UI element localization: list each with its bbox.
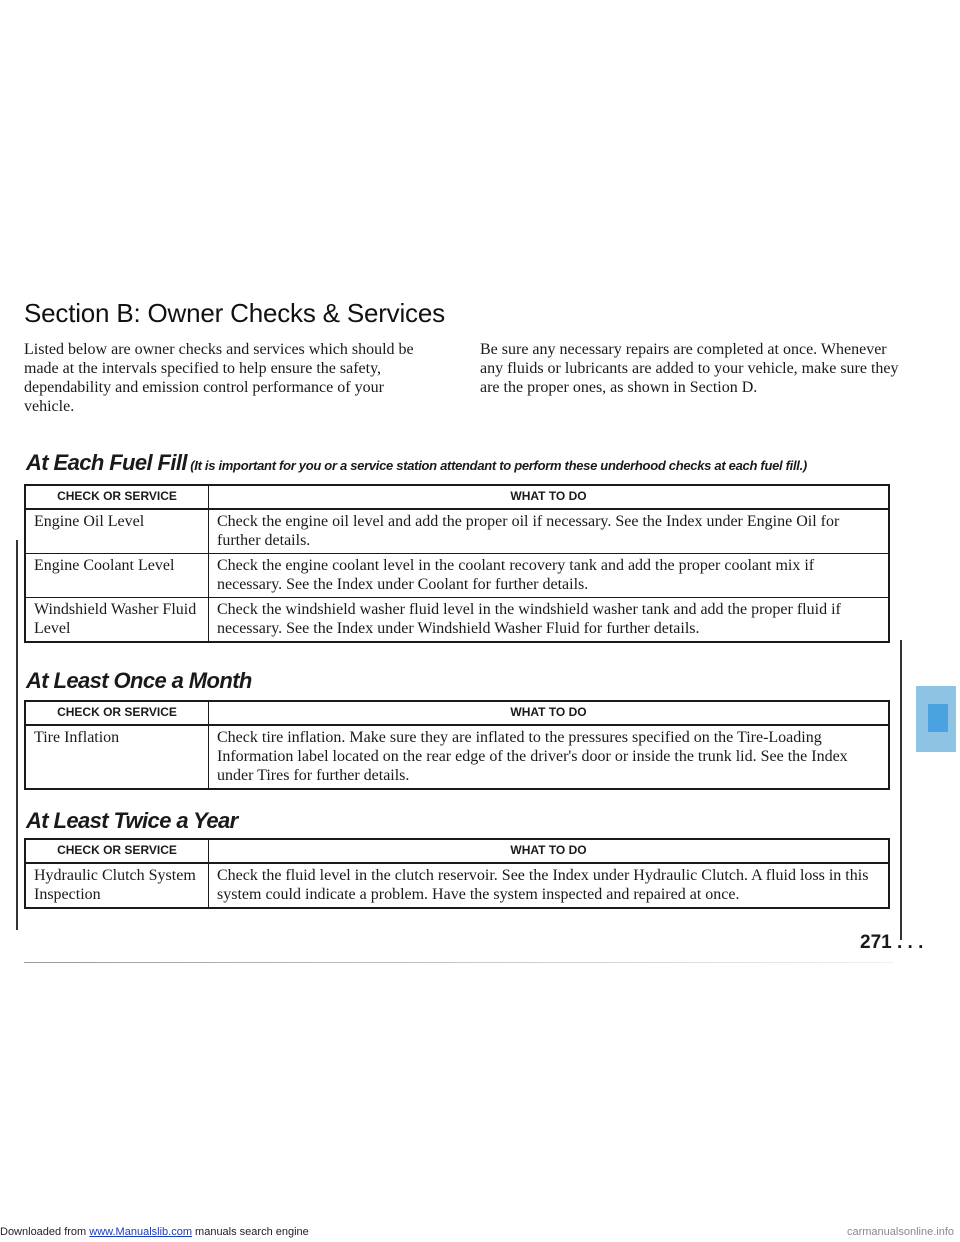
manualslib-link[interactable]: www.Manualslib.com (89, 1226, 192, 1238)
what-cell: Check the fluid level in the clutch reservoir. See the Index under Hydraulic Clutch. A fluid loss in this system could indicate a problem. Have the system inspected and repaired at once. (217, 867, 869, 903)
group-heading-once-a-month: At Least Once a Month (26, 668, 252, 693)
download-suffix: manuals search engine (191, 1226, 309, 1238)
download-prefix: Downloaded from (0, 1226, 90, 1238)
column-header-what: WHAT TO DO (209, 701, 890, 725)
check-cell: Tire Inflation (25, 725, 209, 789)
footer-rule (24, 962, 894, 963)
intro-paragraph-right: Be sure any necessary repairs are completed at once. Whenever any fluids or lubricants are added to your vehicle, make sure they are the proper ones, as shown in Section D. (480, 341, 899, 396)
column-header-check: CHECK OR SERVICE (25, 701, 209, 725)
checks-table-once-a-month (24, 700, 890, 790)
group-heading-note: (It is important for you or a service station attendant to perform these underhood checks at each fuel fill.) (186, 458, 807, 473)
what-cell: Check the engine coolant level in the coolant recovery tank and add the proper coolant mix if necessary. See the Index under Coolant for further details. (209, 554, 890, 598)
section-title: Section B: Owner Checks & Services (24, 298, 445, 328)
table-row (25, 554, 889, 598)
right-margin-line (900, 640, 902, 940)
group-heading-twice-a-year: At Least Twice a Year (26, 808, 238, 833)
checks-table-twice-a-year (24, 838, 890, 909)
group-heading-label: At Each Fuel Fill (26, 450, 187, 475)
page-number: 271 . . . (860, 932, 924, 953)
check-cell: Hydraulic Clutch System Inspection (25, 863, 209, 908)
column-header-what: WHAT TO DO (209, 485, 890, 509)
section-tab-inner (928, 704, 948, 732)
check-cell: Windshield Washer Fluid Level (25, 598, 209, 643)
table-row (25, 598, 889, 643)
table-header-row (25, 701, 889, 725)
download-notice (0, 1226, 309, 1238)
watermark: carmanualsonline.info (846, 1226, 954, 1238)
table-row (25, 509, 889, 554)
group-heading-each-fuel-fill (26, 450, 807, 476)
what-cell: Check tire inflation. Make sure they are inflated to the pressures specified on the Tire-Loading Information label located on the rear edge of the driver's door or inside the trunk lid. See the Index under Tires for further details. (217, 729, 848, 784)
column-header-check: CHECK OR SERVICE (25, 485, 209, 509)
table-header-row (25, 485, 889, 509)
what-cell: Check the engine oil level and add the proper oil if necessary. See the Index under Engine Oil for further details. (209, 509, 890, 554)
left-margin-line (16, 540, 18, 930)
column-header-check: CHECK OR SERVICE (25, 839, 209, 863)
table-row (25, 725, 889, 789)
column-header-what: WHAT TO DO (209, 839, 890, 863)
table-row (25, 863, 889, 908)
intro-paragraph-left: Listed below are owner checks and services which should be made at the intervals specified to help ensure the safety, dependability and emission control performance of your vehicle. (24, 341, 414, 415)
section-tab-marker (916, 686, 956, 752)
check-cell: Engine Oil Level (25, 509, 209, 554)
check-cell: Engine Coolant Level (25, 554, 209, 598)
checks-table-each-fuel-fill (24, 484, 890, 643)
what-cell: Check the windshield washer fluid level in the windshield washer tank and add the proper fluid if necessary. See the Index under Windshield Washer Fluid for further details. (217, 601, 841, 637)
table-header-row (25, 839, 889, 863)
